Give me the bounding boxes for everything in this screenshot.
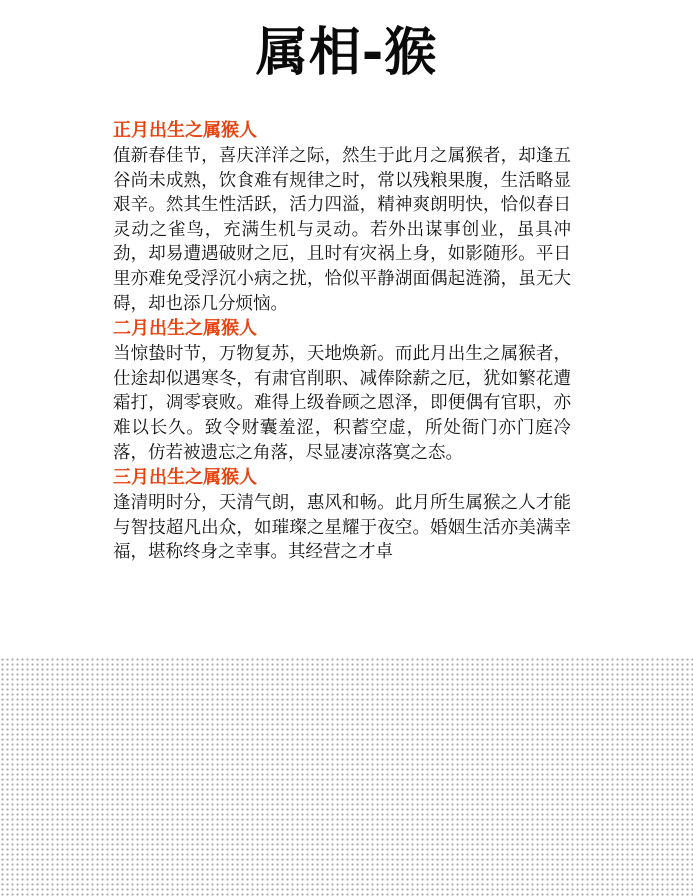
section-heading: 二月出生之属猴人 [113,318,257,340]
section-body: 逢清明时分，天清气朗，惠风和畅。此月所生属猴之人才能与智技超凡出众，如璀璨之星耀于夜空。婚姻生活亦美满幸福，堪称终身之幸事。其经营之才卓 [113,493,571,563]
section-heading: 三月出生之属猴人 [113,467,257,489]
article-content [113,118,571,565]
section-heading: 正月出生之属猴人 [113,120,257,141]
section-body: 当惊蛰时节，万物复苏，天地焕新。而此月出生之属猴者，仕途却似遇寒冬，有肃官削职、减俸除薪之厄，犹如繁花遭霜打，凋零衰败。难得上级眷顾之恩泽，即便偶有官职，亦难以长久。致令财囊羞涩，积蓄空虚，所处衙门亦门庭冷落，仿若被遗忘之角落，尽显凄凉落寞之态。 [113,344,571,463]
section-sanyue [113,465,571,565]
dotted-fade-overlay [0,657,693,896]
section-zhengyue [113,118,571,316]
section-body: 值新春佳节，喜庆洋洋之际，然生于此月之属猴者，却逢五谷尚未成熟，饮食难有规律之时，常以残粮果腹，生活略显艰辛。然其生性活跃，活力四溢，精神爽朗明快，恰似春日灵动之雀鸟，充满生机与灵动。若外出谋事创业，虽具冲劲，却易遭遇破财之厄，且时有灾祸上身，如影随形。平日里亦难免受浮沉小病之扰，恰似平静湖面偶起涟漪，虽无大碍，却也添几分烦恼。 [113,146,571,314]
section-eryue [113,316,571,465]
page-title: 属相-猴 [255,23,438,83]
